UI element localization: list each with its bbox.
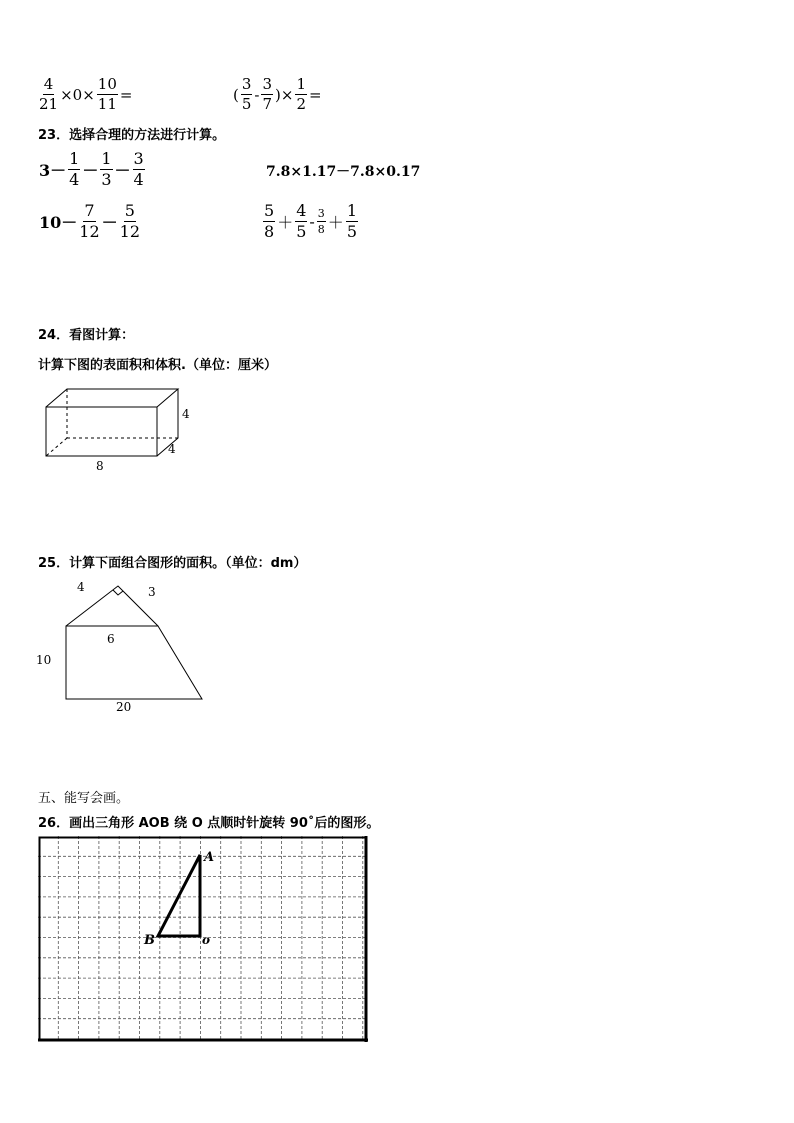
point-b-label: B: [144, 933, 155, 948]
cuboid-diagram: [36, 380, 206, 475]
fraction: $\frac{4}{5}$: [296, 201, 307, 241]
question-23-title: 23．选择合理的方法进行计算。: [38, 128, 226, 143]
rotation-grid: [38, 836, 370, 1044]
expression-22-2: ( $\frac{3}{5}$ - $\frac{3}{7}$ )× $\frac{1}{2}$ =: [233, 75, 322, 113]
right-angle-mark: [113, 590, 123, 595]
hidden-edge: [46, 438, 67, 456]
fraction: $\frac{3}{4}$: [133, 149, 144, 189]
fraction: $\frac{1}{5}$: [346, 201, 357, 241]
fraction: $\frac{5}{8}$: [264, 201, 275, 241]
cuboid-top-face: [46, 389, 178, 407]
fraction: $\frac{1}{3}$: [101, 149, 112, 189]
fraction: $\frac{3}{7}$: [262, 75, 273, 113]
expression-23-4: $\frac{5}{8}$ ＋ $\frac{4}{5}$ - $\frac{3}{8}$ ＋ $\frac{1}{5}$: [264, 201, 357, 241]
triangle-aob: [158, 855, 200, 936]
height-label: 4: [182, 407, 190, 421]
trapezoid-shape: [66, 626, 202, 699]
fraction: $\frac{1}{2}$: [296, 75, 306, 113]
question-24-title: 24．看图计算：: [38, 328, 135, 343]
fraction: $\frac{5}{12}$: [119, 201, 141, 241]
section-5-title: 五、能写会画。: [38, 791, 130, 806]
right-leg-label: 3: [148, 585, 156, 599]
fraction: $\frac{10}{11}$: [97, 75, 117, 113]
length-label: 8: [96, 459, 104, 473]
fraction: $\frac{4}{21}$: [39, 75, 59, 113]
top-label: 6: [107, 632, 115, 646]
point-a-label: A: [204, 850, 215, 865]
fraction: $\frac{7}{12}$: [79, 201, 100, 241]
question-26-title: 26．画出三角形 AOB 绕 O 点顺时针旋转 90˚后的图形。: [38, 816, 380, 831]
bottom-label: 20: [116, 700, 132, 714]
expression-22-1: $\frac{4}{21}$ ×0× $\frac{10}{11}$ =: [39, 75, 133, 113]
side-label: 10: [36, 653, 52, 667]
composite-figure: [30, 575, 220, 715]
expression-23-3: 10－ $\frac{7}{12}$ － $\frac{5}{12}$: [39, 201, 141, 241]
question-24-subtitle: 计算下图的表面积和体积.（单位：厘米）: [38, 358, 277, 373]
question-25-title: 25．计算下面组合图形的面积。（单位：dm）: [38, 556, 307, 571]
left-leg-label: 4: [77, 580, 85, 594]
expression-23-2: 7.8×1.17－7.8×0.17: [266, 164, 421, 180]
fraction: $\frac{3}{8}$: [317, 207, 325, 236]
cuboid-front-face: [46, 407, 157, 456]
point-o-label: o: [202, 933, 211, 947]
fraction: $\frac{3}{5}$: [241, 75, 252, 113]
expression-23-1: 3－ $\frac{1}{4}$ － $\frac{1}{3}$ － $\frac{3}{4}$: [39, 149, 144, 189]
fraction: $\frac{1}{4}$: [69, 149, 80, 189]
depth-label: 4: [168, 442, 176, 456]
